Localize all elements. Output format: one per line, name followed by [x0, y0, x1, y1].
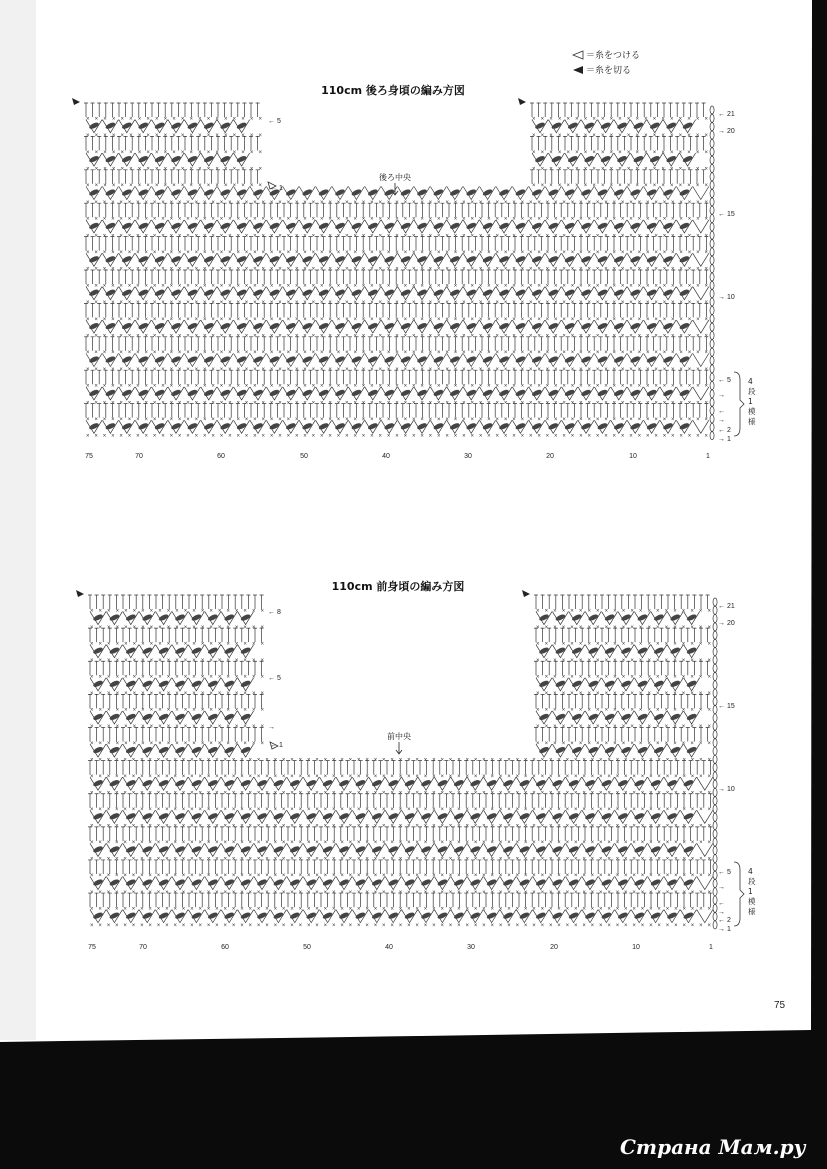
- column-label: 50: [300, 453, 308, 460]
- column-label: 10: [629, 453, 637, 460]
- column-label: 20: [550, 944, 558, 951]
- front-diagram-title: 110cm 前身頃の編み方図: [331, 580, 465, 593]
- row-label: → 10: [718, 294, 735, 301]
- watermark: Страна Мам.ру: [620, 1135, 806, 1159]
- svg-text:××××××××××××××××××××××××××××××: ×××××××××××××××××××××××××××××××××××××××××××××××××××××××××××××××××××××××××××: [90, 906, 712, 913]
- column-label: 1: [709, 944, 713, 951]
- svg-text:×××××××××××××××××××××: ×××××××××××××××××××××: [532, 183, 708, 190]
- svg-text:××××××××××××××××××××××××××××××: ×××××××××××××××××××××××××××××××××××××××××××××××××××××××××××××××××××××××××××: [86, 316, 709, 323]
- row-label: ← 5: [718, 869, 731, 876]
- column-label: 30: [464, 453, 472, 460]
- row-label: ← 1: [270, 185, 283, 192]
- svg-text:××××××××××××××××××××××××××××××: ×××××××××××××××××××××××××××××××××××××××××××××××××××××××××××××××××××××××××××: [90, 873, 712, 880]
- svg-text:××××××××××××××××××××××××××××××: ×××××××××××××××××××××××××××××××××××××××××××××××××××××××××××××××××××××××××××: [86, 300, 709, 307]
- svg-text:×××××××××××××××××××××: ×××××××××××××××××××××: [86, 183, 262, 190]
- row-label: ← 21: [718, 603, 735, 610]
- sc-row: [90, 923, 711, 929]
- svg-text:×××××××××××××××××××××: ×××××××××××××××××××××: [536, 724, 711, 731]
- sc-row: [532, 116, 708, 122]
- sc-row: [86, 217, 708, 223]
- svg-text:××××××××××××××××××××××××××××××: ×××××××××××××××××××××××××××××××××××××××××××××××××××××××××××××××××××××××××××: [86, 366, 709, 373]
- row-label: ← 5: [718, 377, 731, 384]
- row-label: →: [718, 884, 725, 891]
- row-label: ← 8: [268, 609, 281, 616]
- repeat-label-char: 段: [748, 387, 756, 396]
- sc-row: [86, 350, 708, 356]
- svg-text:××××××××××××××××××××××××××××××: ×××××××××××××××××××××××××××××××××××××××××××××××××××××××××××××××××××××××××××: [90, 840, 712, 847]
- svg-text:×××××××××××××××××××××: ×××××××××××××××××××××: [90, 691, 264, 698]
- row-label: →: [718, 392, 725, 399]
- svg-text:×××××××××××××××××××××: ×××××××××××××××××××××: [536, 641, 711, 648]
- svg-text:××××××××××××××××××××××××××××××: ×××××××××××××××××××××××××××××××××××××××××××××××××××××××××××××××××××××××××××: [86, 433, 709, 440]
- row-label: →: [268, 724, 275, 731]
- sc-row: [536, 608, 711, 614]
- row-label: ←: [718, 408, 725, 415]
- column-label: 60: [217, 453, 225, 460]
- svg-text:×××××××××××××××××××××: ×××××××××××××××××××××: [90, 657, 264, 664]
- repeat-label-char: 様: [748, 907, 756, 916]
- back-diagram-title: 110cm 後ろ身頃の編み方図: [321, 84, 465, 97]
- column-label: 10: [632, 944, 640, 951]
- svg-text:××××××××××××××××××××××××××××××: ×××××××××××××××××××××××××××××××××××××××××××××××××××××××××××××××××××××××××××: [86, 333, 709, 340]
- row-label: ←: [718, 900, 725, 907]
- column-label: 40: [385, 944, 393, 951]
- svg-text:×××××××××××××××××××××: ×××××××××××××××××××××: [532, 116, 708, 123]
- sc-row: [86, 417, 708, 423]
- svg-text:××××××××××××××××××××××××××××××: ×××××××××××××××××××××××××××××××××××××××××××××××××××××××××××××××××××××××××××: [86, 216, 709, 223]
- column-label: 30: [467, 944, 475, 951]
- svg-text:××××××××××××××××××××××××××××××: ×××××××××××××××××××××××××××××××××××××××××××××××××××××××××××××××××××××××××××: [90, 922, 712, 929]
- row-label: ← 5: [268, 118, 281, 125]
- column-label: 60: [221, 944, 229, 951]
- sc-row: [532, 150, 708, 156]
- sc-row: [90, 774, 711, 780]
- svg-text:××××××××××××××××××××××××××××××: ×××××××××××××××××××××××××××××××××××××××××××××××××××××××××××××××××××××××××××: [86, 416, 709, 423]
- repeat-label-char: 模: [748, 897, 756, 906]
- svg-text:××××××××××××××××××××××××××××××: ×××××××××××××××××××××××××××××××××××××××××××××××××××××××××××××××××××××××××××: [86, 199, 709, 206]
- column-label: 70: [139, 944, 147, 951]
- row-label: ← 2: [718, 427, 731, 434]
- sc-row: [536, 641, 711, 647]
- front-center-label: 前中央: [387, 732, 411, 741]
- row-label: ← 21: [718, 111, 735, 118]
- svg-text:×××××××××××××××××××××: ×××××××××××××××××××××: [90, 674, 264, 681]
- svg-text:×××××××××××××××××××××: ×××××××××××××××××××××: [536, 657, 711, 664]
- row-label: → 20: [718, 128, 735, 135]
- sc-row: [536, 741, 711, 747]
- svg-text:×××××××××××××××××××××: ×××××××××××××××××××××: [536, 691, 711, 698]
- legend-attach-label: ＝糸をつける: [586, 51, 641, 61]
- row-label: → 1: [718, 926, 731, 933]
- back-center-label: 後ろ中央: [379, 173, 411, 182]
- svg-text:×××××××××××××××××××××: ×××××××××××××××××××××: [86, 133, 262, 140]
- svg-text:×××××××××××××××××××××: ×××××××××××××××××××××: [536, 624, 711, 631]
- row-label: → 20: [718, 620, 735, 627]
- svg-text:××××××××××××××××××××××××××××××: ×××××××××××××××××××××××××××××××××××××××××××××××××××××××××××××××××××××××××××: [90, 807, 712, 813]
- svg-text:×××××××××××××××××××××: ×××××××××××××××××××××: [90, 608, 264, 615]
- repeat-label-char: 様: [748, 417, 756, 426]
- repeat-label-char: 模: [748, 407, 756, 416]
- row-label: → 1: [718, 436, 731, 443]
- svg-text:×××××××××××××××××××××: ×××××××××××××××××××××: [532, 133, 708, 140]
- svg-text:×××××××××××××××××××××: ×××××××××××××××××××××: [532, 149, 708, 156]
- row-label: →: [718, 417, 725, 424]
- column-label: 20: [546, 453, 554, 460]
- svg-text:×××××××××××××××××××××: ×××××××××××××××××××××: [532, 166, 708, 173]
- repeat-label-char: 段: [748, 877, 756, 886]
- column-label: 50: [303, 944, 311, 951]
- svg-text:××××××××××××××××××××××××××××××: ×××××××××××××××××××××××××××××××××××××××××××××××××××××××××××××××××××××××××××: [86, 400, 709, 407]
- svg-text:××××××××××××××××××××××××××××××: ×××××××××××××××××××××××××××××××××××××××××××××××××××××××××××××××××××××××××××: [90, 889, 712, 896]
- svg-text:×××××××××××××××××××××: ×××××××××××××××××××××: [536, 707, 711, 714]
- svg-text:××××××××××××××××××××××××××××××: ×××××××××××××××××××××××××××××××××××××××××××××××××××××××××××××××××××××××××××: [90, 790, 712, 797]
- column-label: 75: [88, 944, 96, 951]
- column-label: 75: [85, 453, 93, 460]
- sc-row: [86, 317, 708, 323]
- row-label: ← 5: [268, 675, 281, 682]
- svg-text:×××××××××××××××××××××: ×××××××××××××××××××××: [536, 608, 711, 615]
- row-label: ← 2: [718, 917, 731, 924]
- repeat-label-char: 1: [748, 887, 753, 896]
- sc-row: [86, 250, 708, 256]
- repeat-label-char: 4: [748, 377, 753, 386]
- svg-text:×××××××××××××××××××××: ×××××××××××××××××××××: [90, 641, 264, 648]
- svg-text:××××××××××××××××××××××××××××××: ×××××××××××××××××××××××××××××××××××××××××××××××××××××××××××××××××××××××××××: [90, 823, 712, 830]
- svg-text:××××××××××××××××××××××××××××××: ×××××××××××××××××××××××××××××××××××××××××××××××××××××××××××××××××××××××××××: [86, 249, 709, 256]
- legend-cut-label: ＝糸を切る: [586, 66, 632, 76]
- page-number: 75: [774, 1000, 786, 1011]
- row-label: ← 1: [270, 742, 283, 749]
- svg-text:×××××××××××××××××××××: ×××××××××××××××××××××: [90, 624, 264, 631]
- svg-text:×××××××××××××××××××××: ×××××××××××××××××××××: [90, 707, 264, 714]
- sc-row: [90, 906, 711, 912]
- sc-row: [536, 675, 711, 681]
- row-label: → 10: [718, 786, 735, 793]
- column-label: 40: [382, 453, 390, 460]
- svg-text:××××××××××××××××××××××××××××××: ×××××××××××××××××××××××××××××××××××××××××××××××××××××××××××××××××××××××××××: [86, 383, 709, 390]
- sc-row: [86, 283, 708, 289]
- svg-text:××××××××××××××××××××××××××××××: ×××××××××××××××××××××××××××××××××××××××××××××××××××××××××××××××××××××××××××: [90, 757, 712, 764]
- sc-row: [90, 840, 711, 846]
- svg-text:×××××××××××××××××××××: ×××××××××××××××××××××: [86, 149, 262, 156]
- svg-text:××××××××××××××××××××××××××××××: ×××××××××××××××××××××××××××××××××××××××××××××××××××××××××××××××××××××××××××: [86, 266, 709, 273]
- sc-row: [90, 807, 711, 813]
- svg-text:×××××××××××××××××××××: ×××××××××××××××××××××: [536, 740, 711, 747]
- sc-row: [90, 873, 711, 879]
- svg-text:××××××××××××××××××××××××××××××: ×××××××××××××××××××××××××××××××××××××××××××××××××××××××××××××××××××××××××××: [90, 773, 712, 780]
- column-label: 70: [135, 453, 143, 460]
- repeat-label-char: 4: [748, 867, 753, 876]
- repeat-label-char: 1: [748, 397, 753, 406]
- row-label: ← 15: [718, 211, 735, 218]
- sc-row: [86, 150, 262, 156]
- svg-text:××××××××××××××××××××××××××××××: ×××××××××××××××××××××××××××××××××××××××××××××××××××××××××××××××××××××××××××: [86, 283, 709, 290]
- svg-text:×××××××××××××××××××××: ×××××××××××××××××××××: [90, 740, 264, 747]
- svg-text:×××××××××××××××××××××: ×××××××××××××××××××××: [90, 724, 264, 731]
- sc-row: [86, 434, 708, 440]
- sc-row: [86, 384, 708, 390]
- svg-text:××××××××××××××××××××××××××××××: ×××××××××××××××××××××××××××××××××××××××××××××××××××××××××××××××××××××××××××: [90, 856, 712, 863]
- sc-row: [86, 116, 262, 122]
- sc-row: [532, 183, 708, 189]
- binding-shadow: [0, 0, 36, 1040]
- sc-row: [86, 183, 262, 189]
- svg-text:×××××××××××××××××××××: ×××××××××××××××××××××: [86, 166, 262, 173]
- svg-text:××××××××××××××××××××××××××××××: ×××××××××××××××××××××××××××××××××××××××××××××××××××××××××××××××××××××××××××: [86, 350, 709, 357]
- svg-text:××××××××××××××××××××××××××××××: ×××××××××××××××××××××××××××××××××××××××××××××××××××××××××××××××××××××××××××: [86, 233, 709, 240]
- column-label: 1: [706, 453, 710, 460]
- row-label: →: [718, 909, 725, 916]
- svg-text:×××××××××××××××××××××: ×××××××××××××××××××××: [536, 674, 711, 681]
- svg-text:×××××××××××××××××××××: ×××××××××××××××××××××: [86, 116, 262, 123]
- row-label: ← 15: [718, 703, 735, 710]
- sc-row: [536, 708, 711, 714]
